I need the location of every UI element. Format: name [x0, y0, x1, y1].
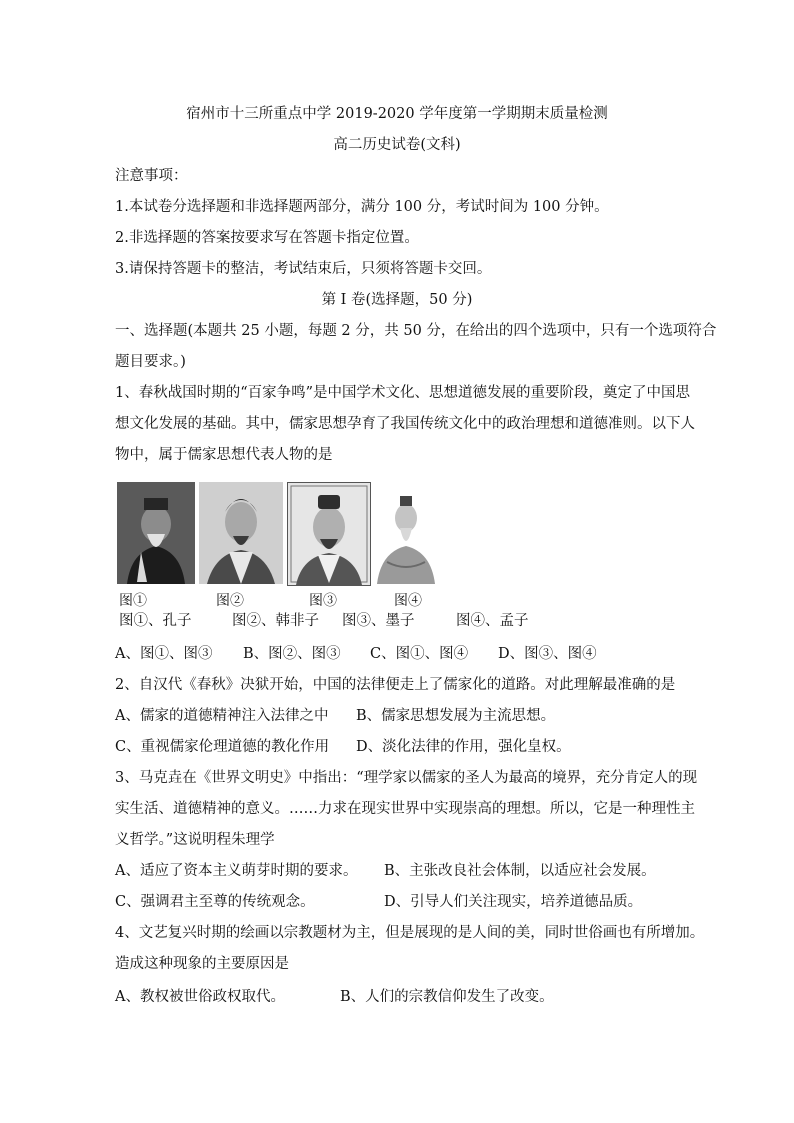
notice-item: 3.请保持答题卡的整洁，考试结束后，只须将答题卡交回。 [115, 261, 492, 277]
option-c: C、重视儒家伦理道德的教化作用 [115, 739, 330, 755]
option-d: D、淡化法律的作用，强化皇权。 [356, 739, 571, 755]
figure-label: 图③ [309, 593, 337, 609]
exam-title: 宿州市十三所重点中学 2019-2020 学年度第一学期期末质量检测 [186, 106, 608, 122]
question-3-text: 义哲学。”这说明程朱理学 [115, 832, 275, 848]
instruction-line: 一、选择题(本题共 25 小题，每题 2 分，共 50 分，在给出的四个选项中，只有一个选项符合 [115, 323, 717, 339]
figure-note: 图④、孟子 [456, 613, 529, 629]
figure-label: 图② [216, 593, 244, 609]
notice-item: 1.本试卷分选择题和非选择题两部分，满分 100 分，考试时间为 100 分钟。 [115, 199, 609, 215]
question-1-text: 想文化发展的基础。其中，儒家思想孕育了我国传统文化中的政治理想和道德准则。以下人 [115, 416, 695, 432]
question-2-text: 2、自汉代《春秋》决狱开始，中国的法律便走上了儒家化的道路。对此理解最准确的是 [115, 677, 676, 693]
option-a: A、教权被世俗政权取代。 [115, 989, 285, 1005]
figure-note: 图①、孔子 [119, 613, 192, 629]
question-4-text: 造成这种现象的主要原因是 [115, 956, 289, 972]
exam-subtitle: 高二历史试卷(文科) [333, 137, 461, 153]
instruction-line: 题目要求。) [115, 354, 186, 370]
portrait-image [199, 482, 283, 584]
notice-item: 2.非选择题的答案按要求写在答题卡指定位置。 [115, 230, 419, 246]
portrait-image [287, 482, 371, 586]
option-a: A、儒家的道德精神注入法律之中 [115, 708, 329, 724]
portrait-image [373, 482, 439, 584]
question-1-text: 1、春秋战国时期的“百家争鸣”是中国学术文化、思想道德发展的重要阶段，奠定了中国思 [115, 385, 691, 401]
figure-label: 图④ [394, 593, 422, 609]
question-1-text: 物中，属于儒家思想代表人物的是 [115, 447, 333, 463]
option-c: C、强调君主至尊的传统观念。 [115, 894, 315, 910]
notice-heading: 注意事项： [115, 168, 188, 184]
option-b: B、图②、图③ [243, 646, 341, 662]
option-d: D、图③、图④ [498, 646, 597, 662]
option-c: C、图①、图④ [370, 646, 469, 662]
portrait-image [117, 482, 195, 584]
part-title: 第 I 卷(选择题，50 分) [321, 292, 473, 308]
figure-label: 图① [119, 593, 147, 609]
figure-note: 图③、墨子 [342, 613, 415, 629]
option-a: A、适应了资本主义萌芽时期的要求。 [115, 863, 358, 879]
option-b: B、人们的宗教信仰发生了改变。 [340, 989, 554, 1005]
question-4-text: 4、文艺复兴时期的绘画以宗教题材为主，但是展现的是人间的美，同时世俗画也有所增加。 [115, 925, 705, 941]
question-3-text: 实生活、道德精神的意义。……力求在现实世界中实现崇高的理想。所以，它是一种理性主 [115, 801, 695, 817]
option-d: D、引导人们关注现实，培养道德品质。 [384, 894, 643, 910]
option-a: A、图①、图③ [115, 646, 213, 662]
question-3-text: 3、马克垚在《世界文明史》中指出：“理学家以儒家的圣人为最高的境界，充分肯定人的现 [115, 770, 698, 786]
option-b: B、主张改良社会体制，以适应社会发展。 [384, 863, 656, 879]
figure-note: 图②、韩非子 [232, 613, 319, 629]
portrait-figures [117, 482, 447, 584]
option-b: B、儒家思想发展为主流思想。 [356, 708, 556, 724]
